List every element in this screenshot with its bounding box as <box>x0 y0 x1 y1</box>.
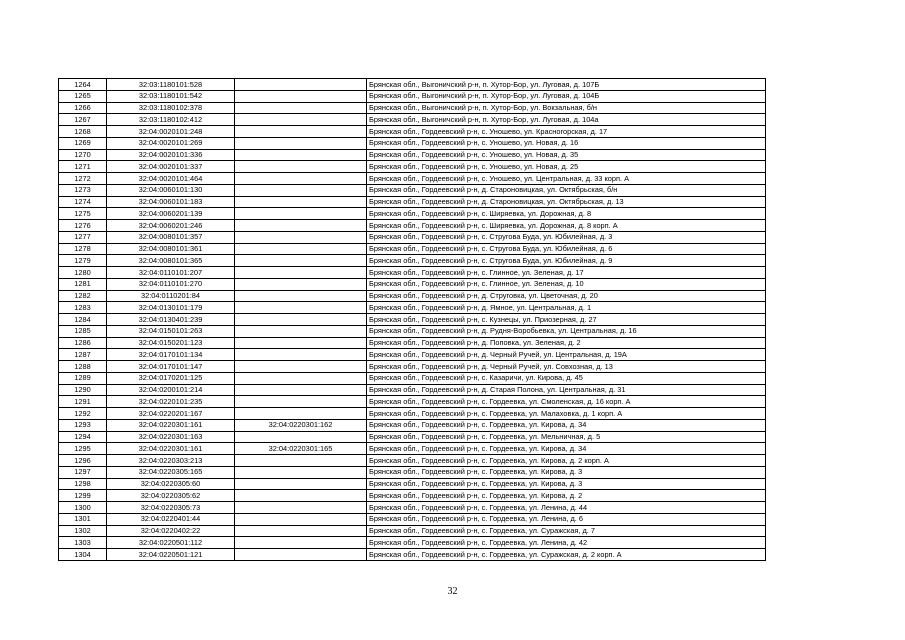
table-row <box>59 549 766 561</box>
table-row <box>59 466 766 478</box>
row-number-cell: 1280 <box>59 267 107 279</box>
address-cell: Брянская обл., Гордеевский р-н, с. Гордеевка, ул. Кирова, д. 2 корп. А <box>367 455 766 467</box>
address-cell: Брянская обл., Гордеевский р-н, с. Глинное, ул. Зеленая, д. 17 <box>367 267 766 279</box>
row-number-cell: 1300 <box>59 502 107 514</box>
related-cadastral-number-cell <box>235 102 367 114</box>
table-row <box>59 419 766 431</box>
cadastral-number-cell: 32:04:0220305:60 <box>107 478 235 490</box>
address-cell: Брянская обл., Гордеевский р-н, д. Черный Ручей, ул. Центральная, д. 19А <box>367 349 766 361</box>
row-number-cell: 1277 <box>59 231 107 243</box>
row-number-cell: 1268 <box>59 126 107 138</box>
table-row <box>59 220 766 232</box>
row-number-cell: 1285 <box>59 325 107 337</box>
address-cell: Брянская обл., Гордеевский р-н, с. Гордеевка, ул. Мельничная, д. 5 <box>367 431 766 443</box>
cadastral-number-cell: 32:04:0220301:161 <box>107 419 235 431</box>
related-cadastral-number-cell: 32:04:0220301:162 <box>235 419 367 431</box>
table-row <box>59 126 766 138</box>
address-cell: Брянская обл., Гордеевский р-н, д. Черный Ручей, ул. Совхозная, д. 13 <box>367 361 766 373</box>
address-cell: Брянская обл., Гордеевский р-н, д. Староновицкая, ул. Октябрьская, б/н <box>367 184 766 196</box>
address-cell: Брянская обл., Гордеевский р-н, с. Уношево, ул. Новая, д. 35 <box>367 149 766 161</box>
row-number-cell: 1267 <box>59 114 107 126</box>
registry-table-body <box>59 79 766 561</box>
related-cadastral-number-cell <box>235 502 367 514</box>
row-number-cell: 1301 <box>59 513 107 525</box>
related-cadastral-number-cell <box>235 161 367 173</box>
table-row <box>59 102 766 114</box>
row-number-cell: 1271 <box>59 161 107 173</box>
related-cadastral-number-cell <box>235 184 367 196</box>
cadastral-number-cell: 32:04:0170101:147 <box>107 361 235 373</box>
cadastral-number-cell: 32:04:0080101:361 <box>107 243 235 255</box>
related-cadastral-number-cell <box>235 396 367 408</box>
address-cell: Брянская обл., Гордеевский р-н, с. Гордеевка, ул. Ленина, д. 42 <box>367 537 766 549</box>
table-row <box>59 408 766 420</box>
row-number-cell: 1275 <box>59 208 107 220</box>
cadastral-number-cell: 32:04:0060201:246 <box>107 220 235 232</box>
cadastral-number-cell: 32:04:0220303:213 <box>107 455 235 467</box>
related-cadastral-number-cell <box>235 349 367 361</box>
related-cadastral-number-cell <box>235 455 367 467</box>
related-cadastral-number-cell <box>235 90 367 102</box>
cadastral-number-cell: 32:04:0020101:336 <box>107 149 235 161</box>
cadastral-number-cell: 32:04:0060201:139 <box>107 208 235 220</box>
address-cell: Брянская обл., Выгоничский р-н, п. Хутор-Бор, ул. Вокзальная, б/н <box>367 102 766 114</box>
related-cadastral-number-cell <box>235 466 367 478</box>
cadastral-number-cell: 32:04:0080101:357 <box>107 231 235 243</box>
table-row <box>59 114 766 126</box>
address-cell: Брянская обл., Гордеевский р-н, с. Стругова Буда, ул. Юбилейная, д. 3 <box>367 231 766 243</box>
cadastral-number-cell: 32:04:0220402:22 <box>107 525 235 537</box>
related-cadastral-number-cell <box>235 525 367 537</box>
table-row <box>59 525 766 537</box>
related-cadastral-number-cell <box>235 361 367 373</box>
address-cell: Брянская обл., Гордеевский р-н, с. Казаричи, ул. Кирова, д. 45 <box>367 372 766 384</box>
table-row <box>59 79 766 91</box>
table-row <box>59 208 766 220</box>
cadastral-number-cell: 32:04:0110101:207 <box>107 267 235 279</box>
address-cell: Брянская обл., Гордеевский р-н, с. Уношево, ул. Красногорская, д. 17 <box>367 126 766 138</box>
table-row <box>59 302 766 314</box>
related-cadastral-number-cell <box>235 537 367 549</box>
related-cadastral-number-cell <box>235 114 367 126</box>
address-cell: Брянская обл., Гордеевский р-н, с. Уношево, ул. Новая, д. 16 <box>367 137 766 149</box>
address-cell: Брянская обл., Гордеевский р-н, с. Ширяевка, ул. Дорожная, д. 8 <box>367 208 766 220</box>
cadastral-number-cell: 32:04:0200101:214 <box>107 384 235 396</box>
table-row <box>59 537 766 549</box>
related-cadastral-number-cell <box>235 255 367 267</box>
address-cell: Брянская обл., Гордеевский р-н, с. Гордеевка, ул. Ленина, д. 44 <box>367 502 766 514</box>
address-cell: Брянская обл., Выгоничский р-н, п. Хутор-Бор, ул. Луговая, д. 104Б <box>367 90 766 102</box>
cadastral-number-cell: 32:04:0020101:269 <box>107 137 235 149</box>
row-number-cell: 1302 <box>59 525 107 537</box>
address-cell: Брянская обл., Гордеевский р-н, д. Струговка, ул. Цветочная, д. 20 <box>367 290 766 302</box>
cadastral-number-cell: 32:04:0220501:112 <box>107 537 235 549</box>
table-row <box>59 255 766 267</box>
row-number-cell: 1279 <box>59 255 107 267</box>
related-cadastral-number-cell <box>235 513 367 525</box>
row-number-cell: 1288 <box>59 361 107 373</box>
table-row <box>59 173 766 185</box>
related-cadastral-number-cell <box>235 267 367 279</box>
row-number-cell: 1278 <box>59 243 107 255</box>
table-row <box>59 149 766 161</box>
table-row <box>59 290 766 302</box>
cadastral-number-cell: 32:04:0220301:163 <box>107 431 235 443</box>
registry-table <box>58 78 766 561</box>
table-row <box>59 314 766 326</box>
row-number-cell: 1269 <box>59 137 107 149</box>
related-cadastral-number-cell <box>235 478 367 490</box>
address-cell: Брянская обл., Гордеевский р-н, с. Гордеевка, ул. Малаховка, д. 1 корп. А <box>367 408 766 420</box>
row-number-cell: 1270 <box>59 149 107 161</box>
row-number-cell: 1293 <box>59 419 107 431</box>
table-row <box>59 243 766 255</box>
row-number-cell: 1299 <box>59 490 107 502</box>
table-row <box>59 455 766 467</box>
row-number-cell: 1287 <box>59 349 107 361</box>
cadastral-number-cell: 32:03:1180101:542 <box>107 90 235 102</box>
table-row <box>59 267 766 279</box>
address-cell: Брянская обл., Гордеевский р-н, с. Гордеевка, ул. Ленина, д. 6 <box>367 513 766 525</box>
table-row <box>59 502 766 514</box>
related-cadastral-number-cell <box>235 220 367 232</box>
related-cadastral-number-cell <box>235 208 367 220</box>
address-cell: Брянская обл., Гордеевский р-н, с. Гордеевка, ул. Кирова, д. 34 <box>367 419 766 431</box>
table-row <box>59 337 766 349</box>
related-cadastral-number-cell <box>235 408 367 420</box>
address-cell: Брянская обл., Гордеевский р-н, с. Стругова Буда, ул. Юбилейная, д. 6 <box>367 243 766 255</box>
cadastral-number-cell: 32:04:0060101:130 <box>107 184 235 196</box>
cadastral-number-cell: 32:04:0020101:248 <box>107 126 235 138</box>
row-number-cell: 1266 <box>59 102 107 114</box>
table-row <box>59 231 766 243</box>
related-cadastral-number-cell <box>235 231 367 243</box>
table-row <box>59 278 766 290</box>
address-cell: Брянская обл., Гордеевский р-н, с. Гордеевка, ул. Кирова, д. 3 <box>367 478 766 490</box>
related-cadastral-number-cell <box>235 79 367 91</box>
cadastral-number-cell: 32:04:0170101:134 <box>107 349 235 361</box>
related-cadastral-number-cell <box>235 314 367 326</box>
row-number-cell: 1304 <box>59 549 107 561</box>
address-cell: Брянская обл., Гордеевский р-н, д. Рудня-Воробьевка, ул. Центральная, д. 16 <box>367 325 766 337</box>
address-cell: Брянская обл., Гордеевский р-н, с. Гордеевка, ул. Суражская, д. 7 <box>367 525 766 537</box>
row-number-cell: 1284 <box>59 314 107 326</box>
address-cell: Брянская обл., Гордеевский р-н, с. Уношево, ул. Новая, д. 25 <box>367 161 766 173</box>
related-cadastral-number-cell <box>235 278 367 290</box>
page-number: 32 <box>447 586 458 597</box>
row-number-cell: 1289 <box>59 372 107 384</box>
address-cell: Брянская обл., Гордеевский р-н, с. Гордеевка, ул. Кирова, д. 34 <box>367 443 766 455</box>
address-cell: Брянская обл., Гордеевский р-н, с. Гордеевка, ул. Суражская, д. 2 корп. А <box>367 549 766 561</box>
row-number-cell: 1298 <box>59 478 107 490</box>
row-number-cell: 1283 <box>59 302 107 314</box>
cadastral-number-cell: 32:04:0150101:263 <box>107 325 235 337</box>
related-cadastral-number-cell <box>235 137 367 149</box>
cadastral-number-cell: 32:04:0130401:239 <box>107 314 235 326</box>
address-cell: Брянская обл., Гордеевский р-н, с. Гордеевка, ул. Кирова, д. 3 <box>367 466 766 478</box>
row-number-cell: 1292 <box>59 408 107 420</box>
cadastral-number-cell: 32:04:0220201:167 <box>107 408 235 420</box>
related-cadastral-number-cell <box>235 196 367 208</box>
cadastral-number-cell: 32:04:0220305:165 <box>107 466 235 478</box>
cadastral-number-cell: 32:04:0130101:179 <box>107 302 235 314</box>
related-cadastral-number-cell <box>235 337 367 349</box>
table-row <box>59 196 766 208</box>
address-cell: Брянская обл., Гордеевский р-н, д. Старая Полона, ул. Центральная, д. 31 <box>367 384 766 396</box>
row-number-cell: 1295 <box>59 443 107 455</box>
address-cell: Брянская обл., Выгоничский р-н, п. Хутор-Бор, ул. Луговая, д. 107Б <box>367 79 766 91</box>
cadastral-number-cell: 32:04:0110101:270 <box>107 278 235 290</box>
table-row <box>59 384 766 396</box>
related-cadastral-number-cell <box>235 173 367 185</box>
row-number-cell: 1276 <box>59 220 107 232</box>
address-cell: Брянская обл., Гордеевский р-н, д. Староновицкая, ул. Октябрьская, д. 13 <box>367 196 766 208</box>
address-cell: Брянская обл., Гордеевский р-н, с. Уношево, ул. Центральная, д. 33 корп. А <box>367 173 766 185</box>
related-cadastral-number-cell <box>235 302 367 314</box>
address-cell: Брянская обл., Гордеевский р-н, с. Ширяевка, ул. Дорожная, д. 8 корп. А <box>367 220 766 232</box>
cadastral-number-cell: 32:04:0060101:183 <box>107 196 235 208</box>
cadastral-number-cell: 32:04:0220305:62 <box>107 490 235 502</box>
table-row <box>59 137 766 149</box>
address-cell: Брянская обл., Гордеевский р-н, с. Кузнецы, ул. Приозерная, д. 27 <box>367 314 766 326</box>
cadastral-number-cell: 32:04:0150201:123 <box>107 337 235 349</box>
address-cell: Брянская обл., Гордеевский р-н, с. Стругова Буда, ул. Юбилейная, д. 9 <box>367 255 766 267</box>
row-number-cell: 1273 <box>59 184 107 196</box>
row-number-cell: 1264 <box>59 79 107 91</box>
table-row <box>59 361 766 373</box>
row-number-cell: 1274 <box>59 196 107 208</box>
table-row <box>59 490 766 502</box>
row-number-cell: 1294 <box>59 431 107 443</box>
row-number-cell: 1286 <box>59 337 107 349</box>
table-row <box>59 349 766 361</box>
cadastral-number-cell: 32:04:0080101:365 <box>107 255 235 267</box>
address-cell: Брянская обл., Выгоничский р-н, п. Хутор-Бор, ул. Луговая, д. 104а <box>367 114 766 126</box>
related-cadastral-number-cell <box>235 372 367 384</box>
address-cell: Брянская обл., Гордеевский р-н, с. Гордеевка, ул. Кирова, д. 2 <box>367 490 766 502</box>
cadastral-number-cell: 32:04:0220401:44 <box>107 513 235 525</box>
related-cadastral-number-cell <box>235 431 367 443</box>
row-number-cell: 1291 <box>59 396 107 408</box>
related-cadastral-number-cell <box>235 549 367 561</box>
table-row <box>59 372 766 384</box>
related-cadastral-number-cell <box>235 243 367 255</box>
cadastral-number-cell: 32:04:0170201:125 <box>107 372 235 384</box>
table-row <box>59 396 766 408</box>
cadastral-number-cell: 32:04:0020101:337 <box>107 161 235 173</box>
related-cadastral-number-cell <box>235 325 367 337</box>
related-cadastral-number-cell <box>235 490 367 502</box>
cadastral-number-cell: 32:04:0020101:464 <box>107 173 235 185</box>
table-row <box>59 443 766 455</box>
row-number-cell: 1265 <box>59 90 107 102</box>
address-cell: Брянская обл., Гордеевский р-н, с. Глинное, ул. Зеленая, д. 10 <box>367 278 766 290</box>
address-cell: Брянская обл., Гордеевский р-н, д. Поповка, ул. Зеленая, д. 2 <box>367 337 766 349</box>
related-cadastral-number-cell <box>235 384 367 396</box>
related-cadastral-number-cell <box>235 149 367 161</box>
cadastral-number-cell: 32:04:0220101:235 <box>107 396 235 408</box>
table-row <box>59 325 766 337</box>
cadastral-number-cell: 32:03:1180102:412 <box>107 114 235 126</box>
cadastral-number-cell: 32:04:0220301:161 <box>107 443 235 455</box>
table-row <box>59 161 766 173</box>
row-number-cell: 1282 <box>59 290 107 302</box>
row-number-cell: 1281 <box>59 278 107 290</box>
related-cadastral-number-cell: 32:04:0220301:165 <box>235 443 367 455</box>
address-cell: Брянская обл., Гордеевский р-н, д. Ямное, ул. Центральная, д. 1 <box>367 302 766 314</box>
row-number-cell: 1303 <box>59 537 107 549</box>
table-row <box>59 431 766 443</box>
table-row <box>59 478 766 490</box>
row-number-cell: 1290 <box>59 384 107 396</box>
cadastral-number-cell: 32:04:0220501:121 <box>107 549 235 561</box>
table-row <box>59 90 766 102</box>
table-row <box>59 184 766 196</box>
row-number-cell: 1296 <box>59 455 107 467</box>
row-number-cell: 1272 <box>59 173 107 185</box>
cadastral-number-cell: 32:04:0220305:73 <box>107 502 235 514</box>
cadastral-number-cell: 32:04:0110201:84 <box>107 290 235 302</box>
cadastral-number-cell: 32:03:1180101:528 <box>107 79 235 91</box>
row-number-cell: 1297 <box>59 466 107 478</box>
cadastral-number-cell: 32:03:1180102:378 <box>107 102 235 114</box>
related-cadastral-number-cell <box>235 290 367 302</box>
table-row <box>59 513 766 525</box>
address-cell: Брянская обл., Гордеевский р-н, с. Гордеевка, ул. Смоленская, д. 16 корп. А <box>367 396 766 408</box>
related-cadastral-number-cell <box>235 126 367 138</box>
